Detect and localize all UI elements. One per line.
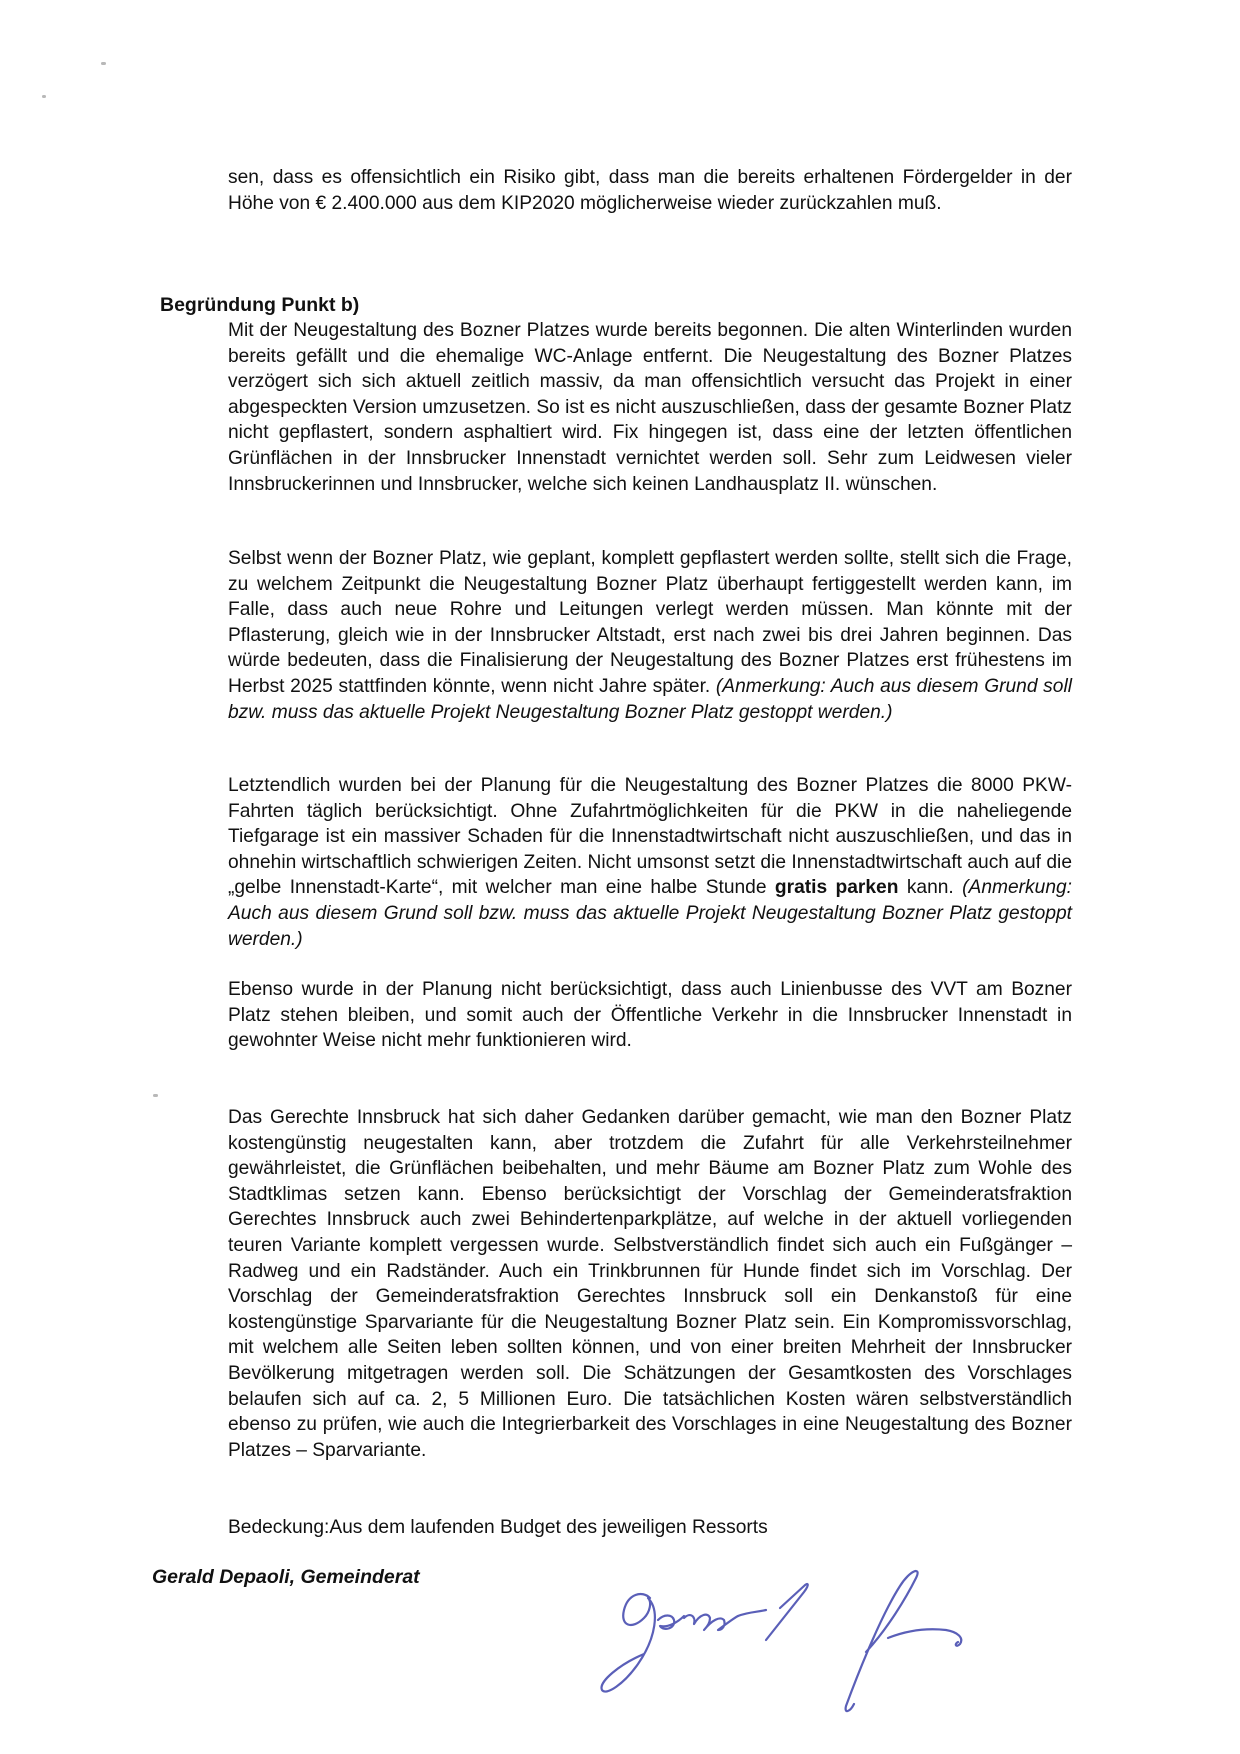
paragraph-3-note: (Anmerkung: Auch aus diesem Grund soll bzw. muss das aktuelle Projekt Neugestaltung Bozner Platz gestoppt werden.) [228,877,1072,950]
paragraph-2-text: Selbst wenn der Bozner Platz, wie geplant, komplett gepflastert werden sollte, stellt sich die Frage, zu welchem Zeitpunkt die Neugestaltung Bozner Platz überhaupt fertiggestellt werden kann, im Falle, dass auch neue Rohre und Leitungen verlegt werden müssen. Man könnte mit der Pflasterung, gleich wie in der Innsbrucker Altstadt, erst nach zwei bis drei Jahren beginnen. Das würde bedeuten, dass die Finalisierung der Neugestaltung des Bozner Platzes erst frühestens im Herbst 2025 stattfinden könnte, wenn nicht Jahre später. [228,548,1072,697]
paragraph-1: Mit der Neugestaltung des Bozner Platzes wurde bereits begonnen. Die alten Winterlinden wurden bereits gefällt und die ehemalige WC-Anlage entfernt. Die Neugestaltung des Bozner Platzes verzögert sich sich aktuell zeitlich massiv, da man offensichtlich versucht das Projekt in einer abgespeckten Version umzusetzen. So ist es nicht auszuschließen, dass der gesamte Bozner Platz nicht gepflastert, sondern asphaltiert wird. Fix hingegen ist, dass eine der letzten öffentlichen Grünflächen in der Innsbrucker Innenstadt vernichtet werden soll. Sehr zum Leidwesen vieler Innsbruckerinnen und Innsbrucker, welche sich keinen Landhausplatz II. wünschen. [228,320,1072,495]
scan-speck [153,1094,158,1097]
intro-block [228,165,1072,216]
paragraph-1-block [228,318,1072,497]
paragraph-2-note: (Anmerkung: Auch aus diesem Grund soll bzw. muss das aktuelle Projekt Neugestaltung Bozner Platz gestoppt werden.) [228,675,1072,723]
paragraph-3-after: kann. [906,877,954,899]
scan-speck [42,95,46,98]
paragraph-3-bold: gratis parken [774,877,899,899]
paragraph-4: Ebenso wurde in der Planung nicht berücksichtigt, dass auch Linienbusse des VVT am Bozner Platz stehen bleiben, und somit auch der Öffentliche Verkehr in die Innsbrucker Innenstadt in gewohnter Weise nicht mehr funktionieren wird. [228,979,1072,1052]
intro-paragraph: sen, dass es offensichtlich ein Risiko gibt, dass man die bereits erhaltenen Fördergelder in der Höhe von € 2.400.000 aus dem KIP2020 möglicherweise wieder zurückzahlen muß. [228,167,1072,214]
paragraph-2-block [228,546,1072,725]
paragraph-4-block [228,977,1072,1054]
paragraph-2 [228,546,1072,725]
signer-name: Gerald Depaoli, Gemeinderat [152,1566,420,1588]
paragraph-5: Das Gerechte Innsbruck hat sich daher Gedanken darüber gemacht, wie man den Bozner Platz kostengünstig neugestalten kann, aber trotzdem die Zufahrt für alle Verkehrsteilnehmer gewährleistet, die Grünflächen beibehalten, und mehr Bäume am Bozner Platz zum Wohle des Stadtklimas setzen kann. Ebenso berücksichtigt der Vorschlag der Gemeinderatsfraktion Gerechtes Innsbruck auch zwei Behindertenparkplätze, auf welche in der aktuell vorliegenden teuren Variante komplett vergessen wurde. Selbstverständlich findet sich auch ein Fußgänger – Radweg und ein Radständer. Auch ein Trinkbrunnen für Hunde findet sich im Vorschlag. Der Vorschlag der Gemeinderatsfraktion Gerechtes Innsbruck soll ein Denkanstoß für eine kostengünstige Sparvariante für die Neugestaltung Bozner Platz sein. Ein Kompromissvorschlag, mit welchem alle Seiten leben sollten können, und von einer breiten Mehrheit der Innsbrucker Bevölkerung mitgetragen werden soll. Die Schätzungen der Gesamtkosten des Vorschlages belaufen sich auf ca. 2, 5 Millionen Euro. Die tatsächlichen Kosten wären selbstverständlich ebenso zu prüfen, wie auch die Integrierbarkeit des Vorschlages in eine Neugestaltung des Bozner Platzes – Sparvariante. [228,1107,1072,1461]
scan-speck [101,62,106,65]
coverage-line: Bedeckung:Aus dem laufenden Budget des jeweiligen Ressorts [228,1517,768,1538]
section-heading: Begründung Punkt b) [160,294,360,316]
paragraph-5-block [228,1105,1072,1463]
paragraph-3-block [228,773,1072,952]
paragraph-3-text: Letztendlich wurden bei der Planung für die Neugestaltung des Bozner Platzes die 8000 PKW-Fahrten täglich berücksichtigt. Ohne Zufahrtmöglichkeiten für die PKW in die naheliegende Tiefgarage ist ein massiver Schaden für die Innenstadtwirtschaft nicht auszuschließen, und das in ohnehin wirtschaftlich schwierigen Zeiten. Nicht umsonst setzt die Innenstadtwirtschaft auch auf die „gelbe Innenstadt-Karte“, mit welcher man eine halbe Stunde [228,775,1072,899]
handwritten-signature [598,1568,988,1720]
paragraph-3 [228,773,1072,952]
coverage-block [228,1515,1072,1541]
